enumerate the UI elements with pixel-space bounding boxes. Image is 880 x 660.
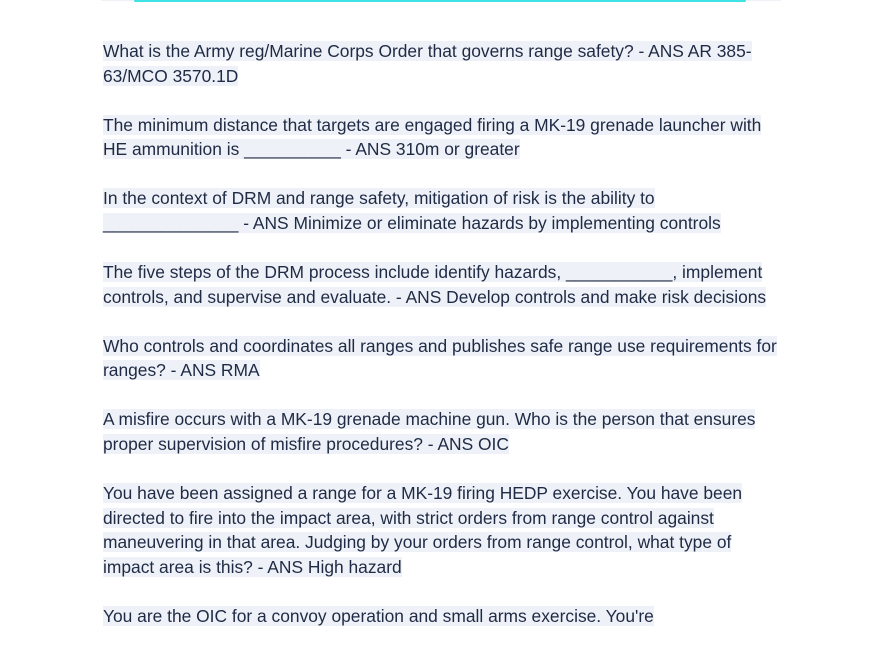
qa-item-2 [103,113,779,162]
qa-item-1 [103,39,779,88]
qa-item-6 [103,407,779,456]
qa-item-text: You are the OIC for a convoy operation and small arms exercise. You're [103,606,654,626]
qa-item-text: In the context of DRM and range safety, mitigation of risk is the ability to ______________ - ANS Minimize or eliminate hazards by implementing controls [103,188,721,233]
qa-item-text: What is the Army reg/Marine Corps Order that governs range safety? - ANS AR 385-63/MCO 3570.1D [103,41,752,86]
qa-item-7 [103,481,779,579]
qa-item-5 [103,334,779,383]
qa-item-text: The five steps of the DRM process include identify hazards, ___________, implement controls, and supervise and evaluate. - ANS Develop controls and make risk decisions [103,262,767,307]
qa-item-text: The minimum distance that targets are engaged firing a MK-19 grenade launcher with HE ammunition is __________ - ANS 310m or greater [103,114,762,160]
qa-list [103,39,779,653]
qa-item-3 [103,186,779,235]
qa-item-text: A misfire occurs with a MK-19 grenade machine gun. Who is the person that ensures proper supervision of misfire procedures? - ANS OIC [103,409,756,455]
header-accent-rule [134,0,746,2]
qa-item-4 [103,260,779,309]
qa-item-text: You have been assigned a range for a MK-19 firing HEDP exercise. You have been directed to fire into the impact area, with strict orders from range control against maneuvering in that area. Judging by your orders from range control, what type of impact area is this? - ANS High hazard [103,483,743,577]
qa-item-text: Who controls and coordinates all ranges and publishes safe range use requirements for ranges? - ANS RMA [103,335,777,381]
qa-item-8 [103,604,779,629]
document-page [101,0,781,660]
